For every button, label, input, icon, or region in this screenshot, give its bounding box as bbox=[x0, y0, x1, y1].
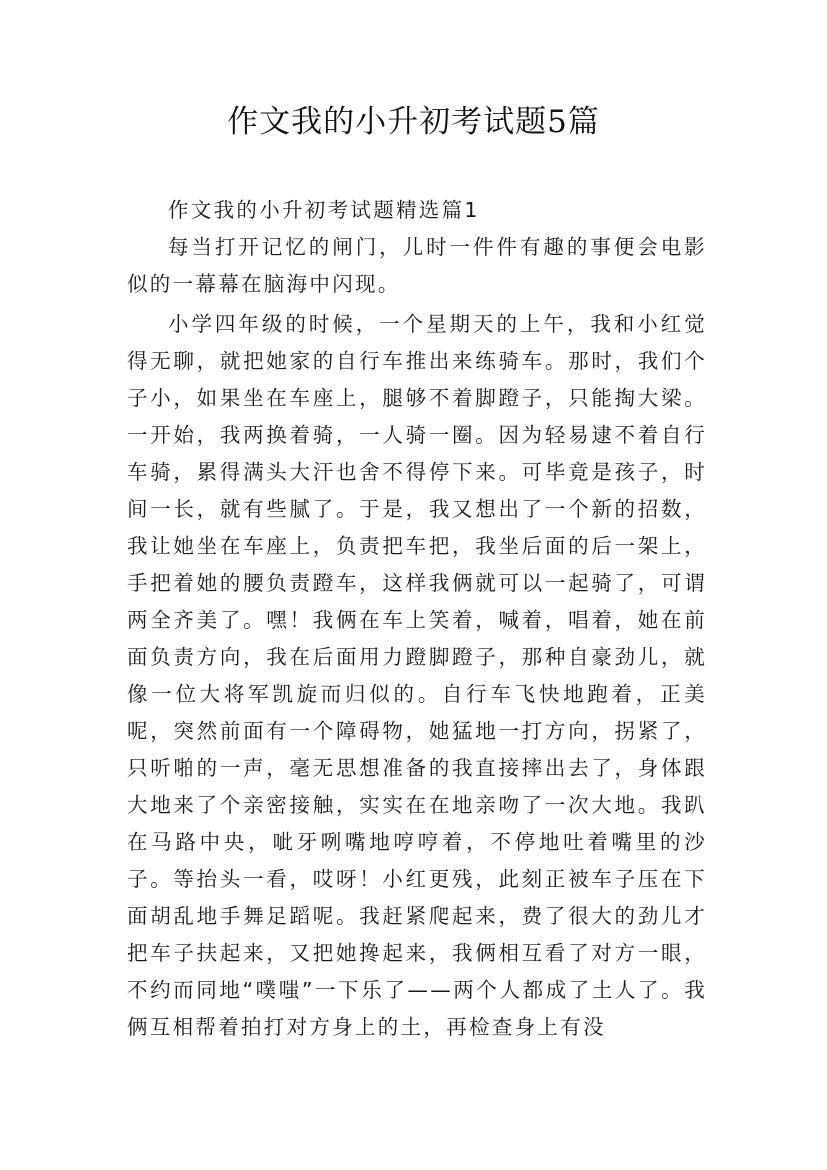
paragraph-story: 小学四年级的时候，一个星期天的上午，我和小红觉得无聊，就把她家的自行车推出来练骑车。那时，我们个子小，如果坐在车座上，腿够不着脚蹬子，只能掏大梁。一开始，我两换着骑，一人骑一圈。因为轻易逮不着自行车骑，累得满头大汗也舍不得停下来。可毕竟是孩子，时间一长，就有些腻了。于是，我又想出了一个新的招数，我让她坐在车座上，负责把车把，我坐后面的后一架上，手把着她的腰负责蹬车，这样我俩就可以一起骑了，可谓两全齐美了。嘿！我俩在车上笑着，喊着，唱着，她在前面负责方向，我在后面用力蹬脚蹬子，那种自豪劲儿，就像一位大将军凯旋而归似的。自行车飞快地跑着，正美呢，突然前面有一个障碍物，她猛地一打方向，拐紧了，只听啪的一声，毫无思想准备的我直接摔出去了，身体跟大地来了个亲密接触，实实在在地亲吻了一次大地。我趴在马路中央，呲牙咧嘴地哼哼着，不停地吐着嘴里的沙子。等抬头一看，哎呀！小红更残，此刻正被车子压在下面胡乱地手舞足蹈呢。我赶紧爬起来，费了很大的劲儿才把车子扶起来，又把她搀起来，我俩相互看了对方一眼，不约而同地“噗嗤”一下乐了——两个人都成了土人了。我俩互相帮着拍打对方身上的土，再检查身上有没 bbox=[127, 312, 707, 1039]
section-heading: 作文我的小升初考试题精选篇1 bbox=[168, 198, 480, 222]
paragraph-intro: 每当打开记忆的闸门，儿时一件件有趣的事便会电影似的一幕幕在脑海中闪现。 bbox=[127, 235, 707, 296]
document-title: 作文我的小升初考试题5篇 bbox=[227, 104, 600, 140]
document-body bbox=[127, 192, 707, 1046]
